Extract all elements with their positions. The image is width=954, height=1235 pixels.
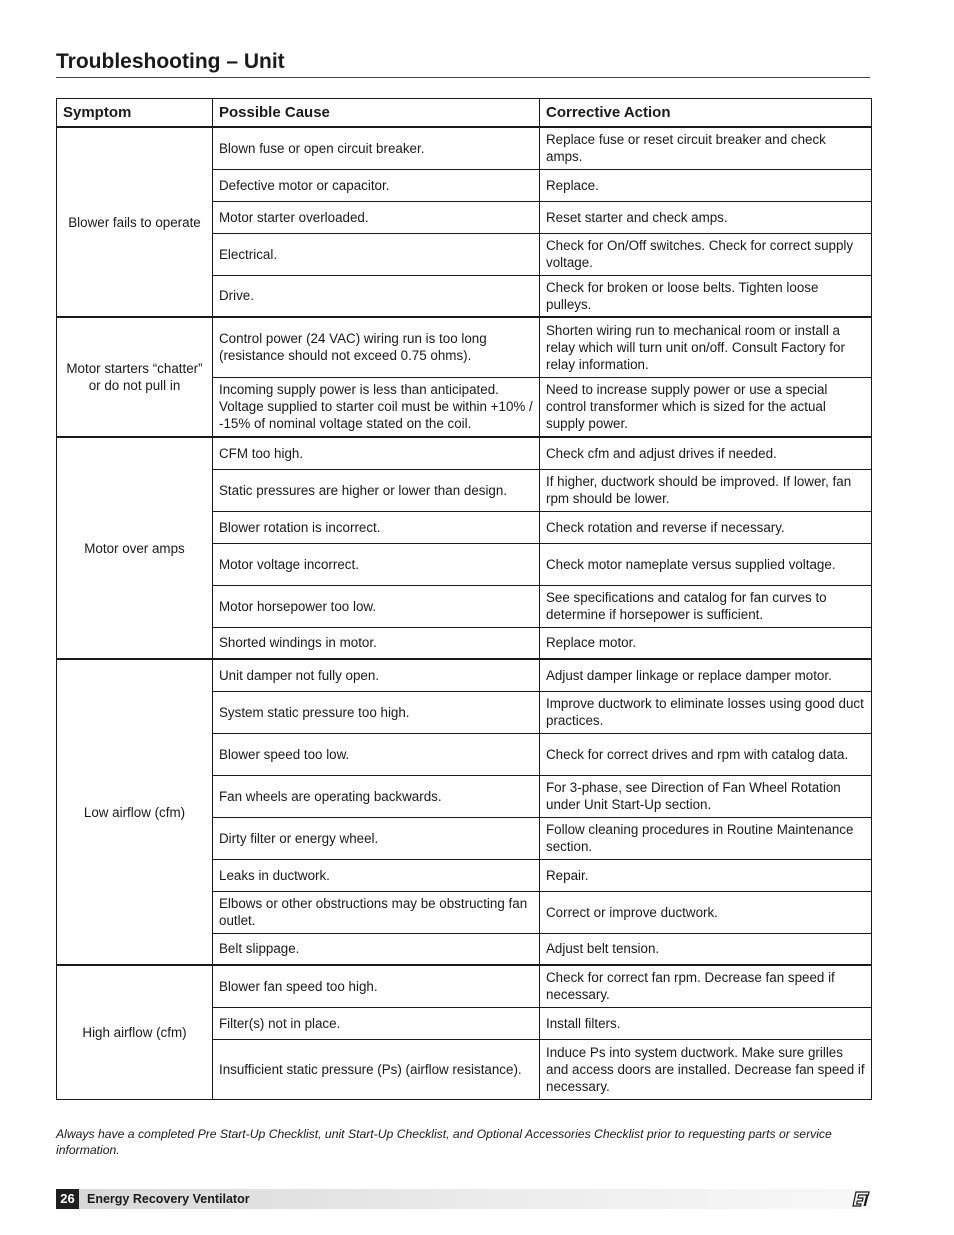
cause-cell: Electrical. <box>213 233 540 275</box>
action-cell: Repair. <box>540 859 872 891</box>
cause-cell: Fan wheels are operating backwards. <box>213 775 540 817</box>
symptom-cell: Low airflow (cfm) <box>57 659 213 965</box>
action-cell: Check rotation and reverse if necessary. <box>540 511 872 543</box>
cause-cell: Elbows or other obstructions may be obstructing fan outlet. <box>213 891 540 933</box>
cause-cell: Belt slippage. <box>213 933 540 965</box>
cause-cell: Drive. <box>213 275 540 317</box>
action-cell: Improve ductwork to eliminate losses using good duct practices. <box>540 691 872 733</box>
page-title: Troubleshooting – Unit <box>56 50 285 73</box>
action-cell: See specifications and catalog for fan curves to determine if horsepower is sufficient. <box>540 585 872 627</box>
action-cell: If higher, ductwork should be improved. If lower, fan rpm should be lower. <box>540 469 872 511</box>
table-row <box>57 127 872 169</box>
action-cell: Reset starter and check amps. <box>540 201 872 233</box>
table-row <box>57 317 872 377</box>
header-possible-cause: Possible Cause <box>213 99 540 128</box>
cause-cell: Blower rotation is incorrect. <box>213 511 540 543</box>
footer-doc-title: Energy Recovery Ventilator <box>87 1192 250 1206</box>
cause-cell: Motor starter overloaded. <box>213 201 540 233</box>
cause-cell: Static pressures are higher or lower than design. <box>213 469 540 511</box>
symptom-cell: Motor starters “chatter” or do not pull in <box>57 317 213 437</box>
action-cell: Adjust damper linkage or replace damper motor. <box>540 659 872 691</box>
action-cell: Install filters. <box>540 1007 872 1039</box>
action-cell: Shorten wiring run to mechanical room or install a relay which will turn unit on/off. Consult Factory for relay information. <box>540 317 872 377</box>
title-rule <box>56 77 870 78</box>
header-corrective-action: Corrective Action <box>540 99 872 128</box>
action-cell: Follow cleaning procedures in Routine Maintenance section. <box>540 817 872 859</box>
cause-cell: Unit damper not fully open. <box>213 659 540 691</box>
action-cell: Adjust belt tension. <box>540 933 872 965</box>
cause-cell: Blower speed too low. <box>213 733 540 775</box>
cause-cell: Motor voltage incorrect. <box>213 543 540 585</box>
cause-cell: Motor horsepower too low. <box>213 585 540 627</box>
cause-cell: System static pressure too high. <box>213 691 540 733</box>
cause-cell: Insufficient static pressure (Ps) (airflow resistance). <box>213 1039 540 1099</box>
header-row <box>57 99 872 128</box>
action-cell: Replace. <box>540 169 872 201</box>
cause-cell: Dirty filter or energy wheel. <box>213 817 540 859</box>
action-cell: Check for On/Off switches. Check for correct supply voltage. <box>540 233 872 275</box>
table-row <box>57 965 872 1007</box>
cause-cell: CFM too high. <box>213 437 540 469</box>
header-symptom: Symptom <box>57 99 213 128</box>
checklist-note: Always have a completed Pre Start-Up Checklist, unit Start-Up Checklist, and Optional Accessories Checklist prior to requesting parts or service information. <box>56 1127 832 1157</box>
action-cell: Correct or improve ductwork. <box>540 891 872 933</box>
action-cell: Check cfm and adjust drives if needed. <box>540 437 872 469</box>
cause-cell: Control power (24 VAC) wiring run is too long (resistance should not exceed 0.75 ohms). <box>213 317 540 377</box>
table-row <box>57 659 872 691</box>
page-number: 26 <box>56 1189 79 1209</box>
action-cell: Check for correct drives and rpm with catalog data. <box>540 733 872 775</box>
troubleshooting-table <box>56 98 872 1100</box>
cause-cell: Blown fuse or open circuit breaker. <box>213 127 540 169</box>
cause-cell: Shorted windings in motor. <box>213 627 540 659</box>
table-row <box>57 437 872 469</box>
cause-cell: Incoming supply power is less than anticipated. Voltage supplied to starter coil must be within +10% / -15% of nominal voltage stated on the coil. <box>213 377 540 437</box>
symptom-cell: Blower fails to operate <box>57 127 213 317</box>
cause-cell: Leaks in ductwork. <box>213 859 540 891</box>
action-cell: Check for correct fan rpm. Decrease fan speed if necessary. <box>540 965 872 1007</box>
symptom-cell: Motor over amps <box>57 437 213 659</box>
action-cell: Induce Ps into system ductwork. Make sure grilles and access doors are installed. Decrease fan speed if necessary. <box>540 1039 872 1099</box>
cause-cell: Filter(s) not in place. <box>213 1007 540 1039</box>
cause-cell: Defective motor or capacitor. <box>213 169 540 201</box>
action-cell: For 3-phase, see Direction of Fan Wheel Rotation under Unit Start-Up section. <box>540 775 872 817</box>
action-cell: Check motor nameplate versus supplied voltage. <box>540 543 872 585</box>
action-cell: Need to increase supply power or use a special control transformer which is sized for the actual supply power. <box>540 377 872 437</box>
action-cell: Replace motor. <box>540 627 872 659</box>
cause-cell: Blower fan speed too high. <box>213 965 540 1007</box>
greenheck-logo-icon <box>852 1191 870 1207</box>
symptom-cell: High airflow (cfm) <box>57 965 213 1099</box>
action-cell: Replace fuse or reset circuit breaker and check amps. <box>540 127 872 169</box>
action-cell: Check for broken or loose belts. Tighten loose pulleys. <box>540 275 872 317</box>
